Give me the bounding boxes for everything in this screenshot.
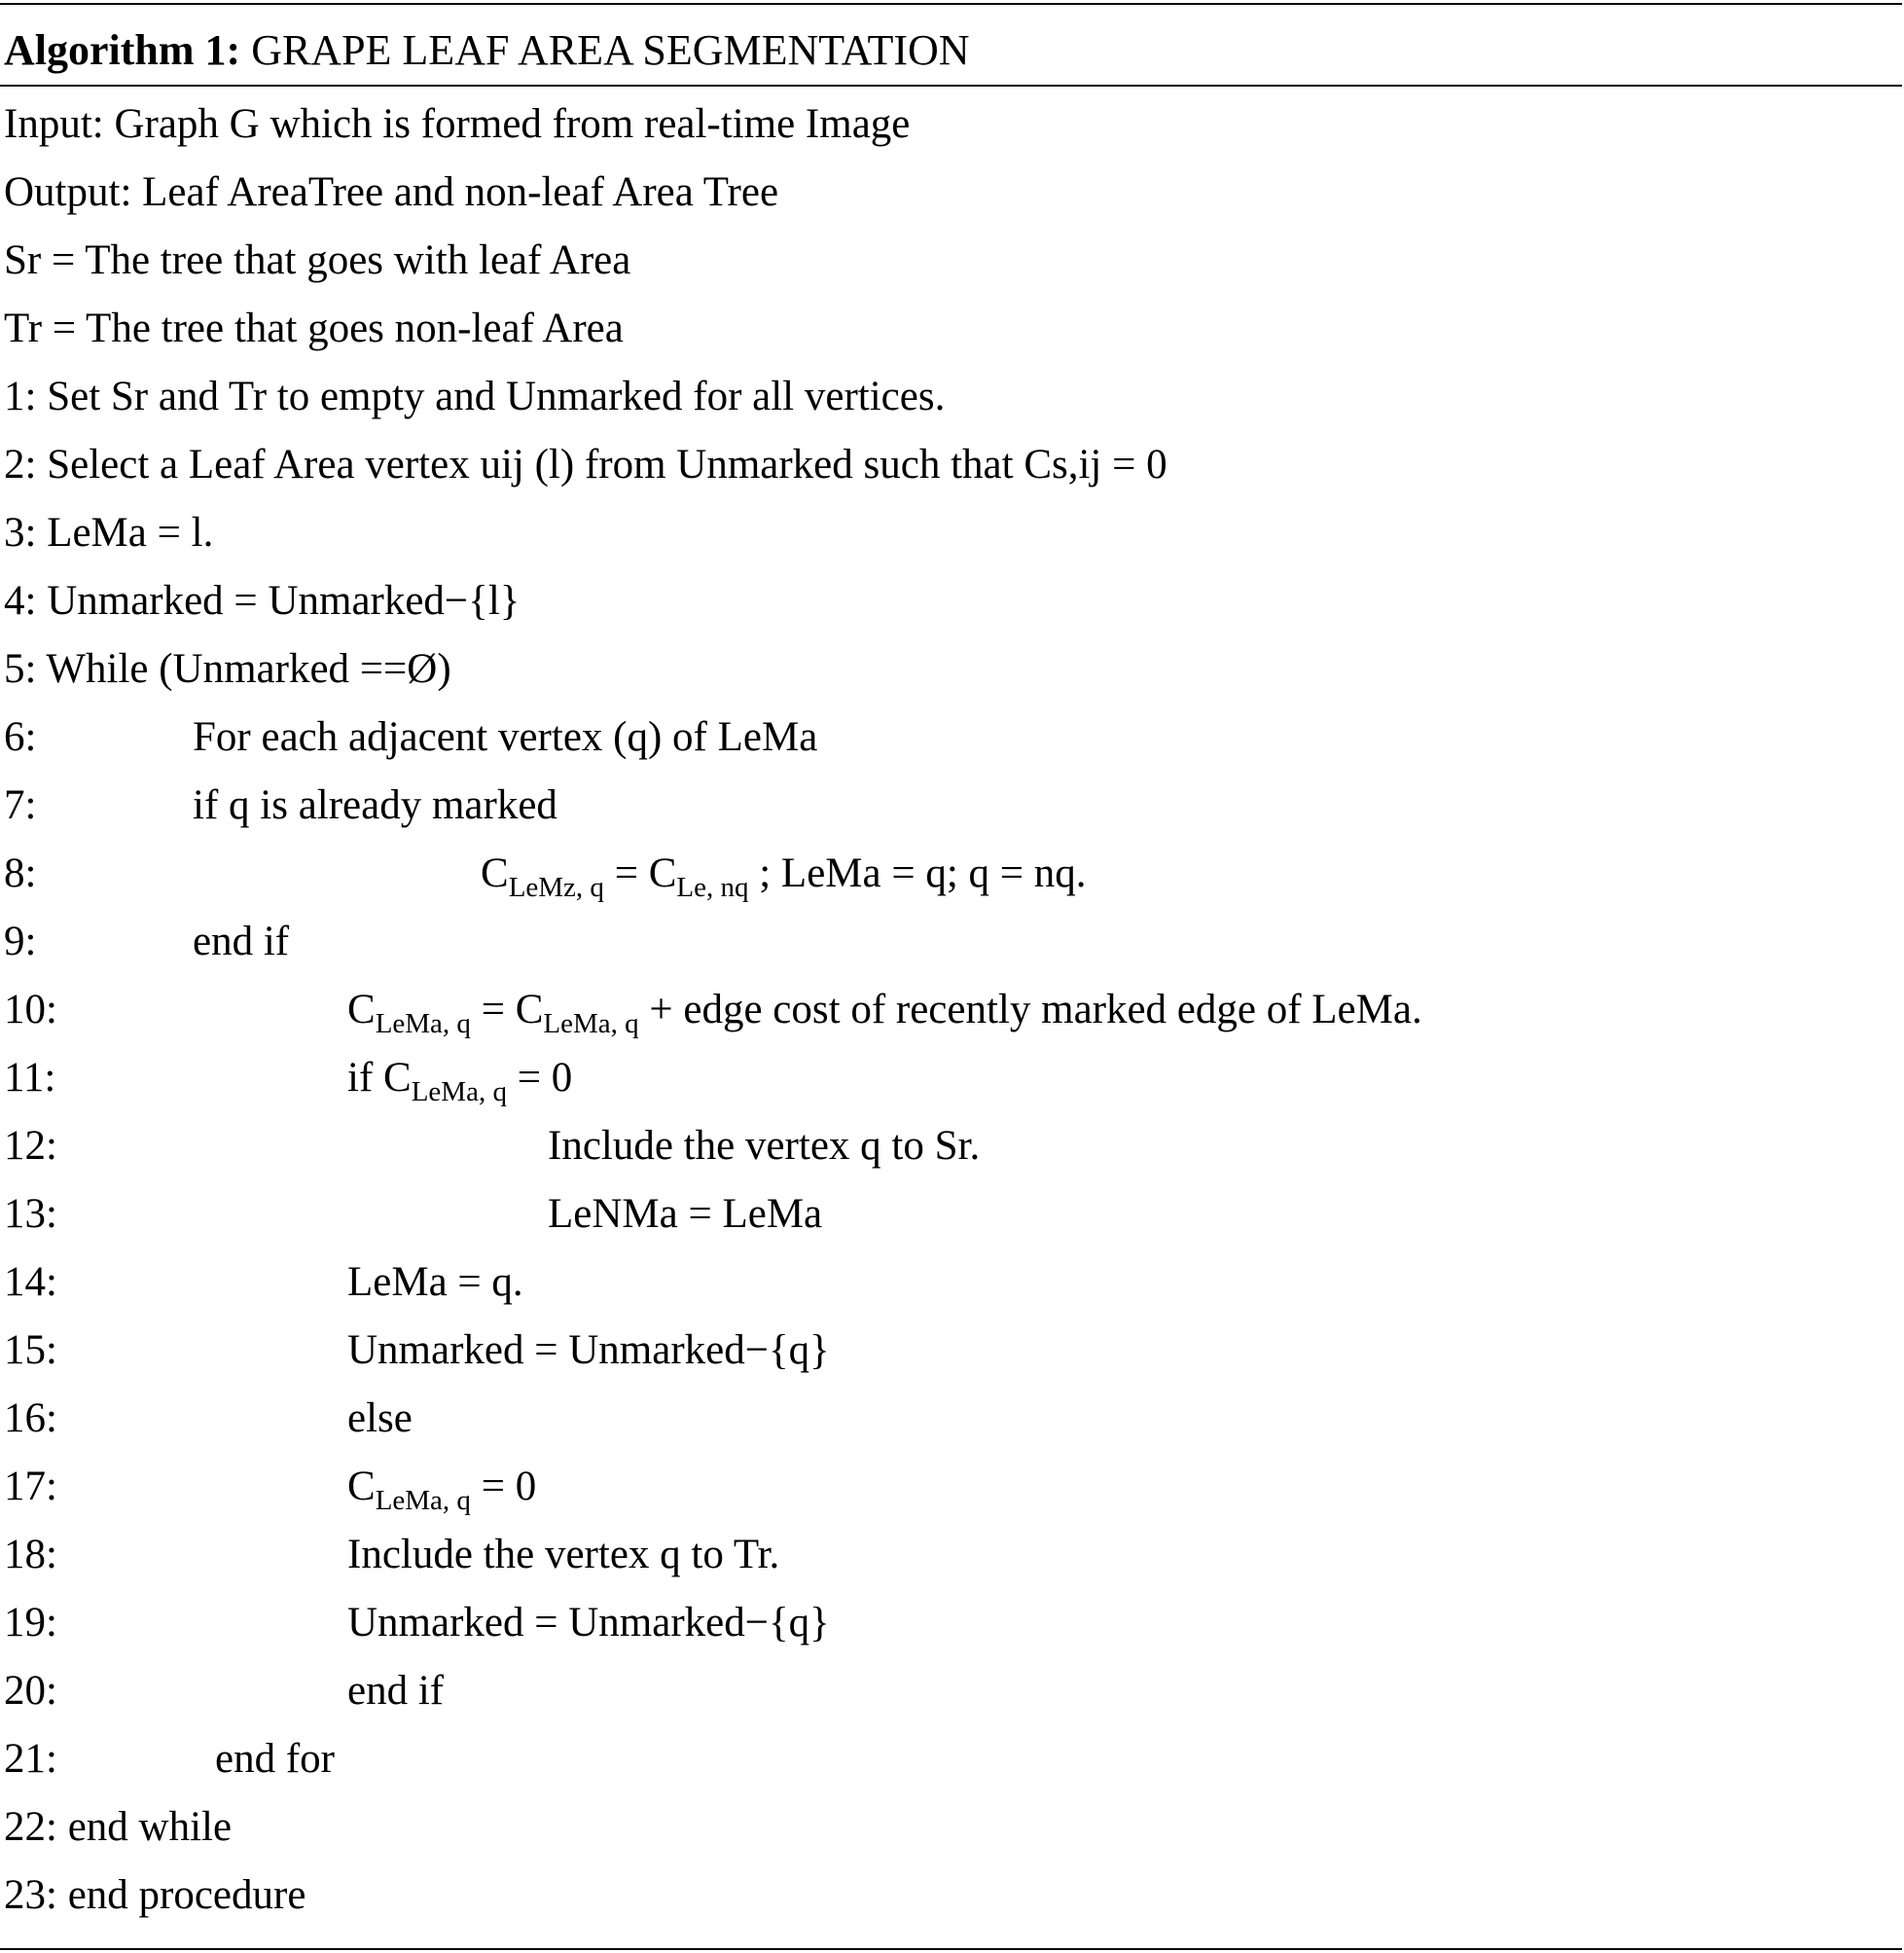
step-text: if q is already marked	[193, 782, 557, 828]
cost-symbol: C	[347, 987, 376, 1032]
step-number: 6:	[4, 714, 37, 760]
equals-sign: =	[603, 850, 649, 896]
step-2: 2: Select a Leaf Area vertex uij (l) from Unmarked such that Cs,ij = 0	[4, 442, 1168, 488]
step-formula	[481, 840, 1087, 922]
formula-rest: = 0	[470, 1464, 537, 1509]
step-3: 3: LeMa = l.	[4, 510, 214, 556]
formula-rest: = 0	[506, 1055, 573, 1101]
formula-rest: ; LeMa = q; q = nq.	[748, 850, 1087, 896]
top-rule	[0, 3, 1902, 5]
step-number: 14:	[4, 1259, 57, 1305]
step-text: else	[347, 1395, 413, 1441]
step-text: end if	[193, 919, 290, 964]
step-number: 9:	[4, 919, 37, 964]
step-text: For each adjacent vertex (q) of LeMa	[193, 714, 818, 760]
step-text: Include the vertex q to Tr.	[347, 1532, 780, 1577]
step-number: 21:	[4, 1736, 57, 1782]
algorithm-title	[4, 21, 970, 80]
header-rule	[0, 85, 1902, 87]
equals-sign: =	[470, 987, 516, 1032]
cost-subscript: LeMa, q	[411, 1076, 507, 1107]
step-text: Unmarked = Unmarked−{q}	[347, 1600, 830, 1646]
step-formula	[347, 1044, 572, 1126]
step-number: 8:	[4, 850, 37, 896]
cost-subscript: LeMz, q	[508, 872, 604, 903]
step-number: 16:	[4, 1395, 57, 1441]
input-line: Input: Graph G which is formed from real-time Image	[4, 101, 911, 147]
step-1: 1: Set Sr and Tr to empty and Unmarked for all vertices.	[4, 374, 946, 419]
cost-symbol: C	[481, 850, 509, 896]
algorithm-name: GRAPE LEAF AREA SEGMENTATION	[251, 26, 970, 74]
step-text: end for	[215, 1736, 335, 1782]
tr-definition: Tr = The tree that goes non-leaf Area	[4, 306, 624, 351]
cost-symbol: C	[648, 850, 677, 896]
cost-subscript: LeMa, q	[375, 1008, 471, 1039]
step-text: LeNMa = LeMa	[548, 1191, 823, 1237]
bottom-rule	[0, 1948, 1902, 1950]
step-number: 17:	[4, 1464, 57, 1509]
algorithm-label: Algorithm 1:	[4, 26, 241, 74]
cost-subscript: LeMa, q	[543, 1008, 639, 1039]
step-number: 15:	[4, 1327, 57, 1373]
step-4: 4: Unmarked = Unmarked−{l}	[4, 578, 521, 624]
step-text: Unmarked = Unmarked−{q}	[347, 1327, 830, 1373]
step-23: 23: end procedure	[4, 1872, 306, 1918]
cost-symbol: C	[347, 1464, 376, 1509]
step-number: 10:	[4, 987, 57, 1032]
step-number: 11:	[4, 1055, 56, 1101]
step-number: 13:	[4, 1191, 57, 1237]
formula-rest: + edge cost of recently marked edge of LeMa.	[638, 987, 1422, 1032]
step-number: 18:	[4, 1532, 57, 1577]
step-number: 7:	[4, 782, 37, 828]
step-text: Include the vertex q to Sr.	[548, 1123, 981, 1169]
cost-symbol: C	[515, 987, 544, 1032]
step-number: 20:	[4, 1668, 57, 1714]
step-text: LeMa = q.	[347, 1259, 523, 1305]
cost-subscript: Le, nq	[676, 872, 749, 903]
formula-prefix: if C	[347, 1055, 412, 1101]
step-22: 22: end while	[4, 1804, 233, 1850]
step-number: 12:	[4, 1123, 57, 1169]
sr-definition: Sr = The tree that goes with leaf Area	[4, 237, 631, 283]
step-text: end if	[347, 1668, 445, 1714]
step-5: 5: While (Unmarked ==Ø)	[4, 646, 451, 692]
cost-subscript: LeMa, q	[375, 1485, 471, 1516]
output-line: Output: Leaf AreaTree and non-leaf Area Tree	[4, 169, 779, 215]
step-number: 19:	[4, 1600, 57, 1646]
